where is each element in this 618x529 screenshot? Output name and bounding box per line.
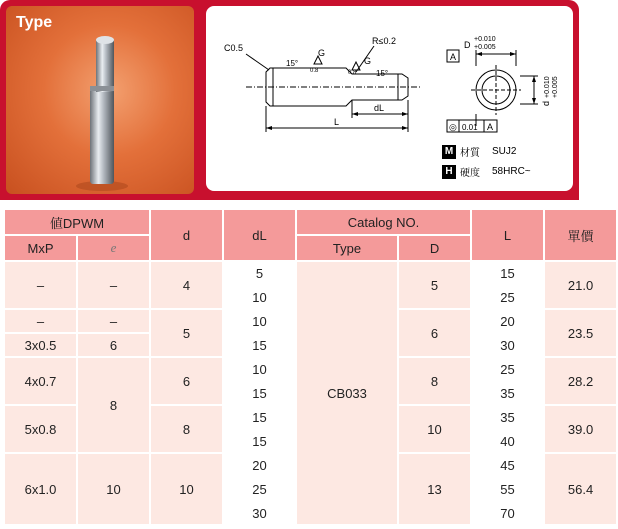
cell-price: 39.0 [545, 406, 616, 452]
cell-l: 45 [472, 454, 543, 476]
material-value: SUJ2 [492, 146, 517, 157]
cell-dl: 10 [224, 358, 295, 380]
cell-D: 6 [399, 310, 470, 356]
cell-d: 8 [151, 406, 222, 452]
cell-D: 13 [399, 454, 470, 524]
cell-mxp: 3x0.5 [5, 334, 76, 356]
cell-l: 40 [472, 430, 543, 452]
hardness-value: 58HRC~ [492, 166, 531, 177]
cell-type: CB033 [297, 262, 397, 524]
hardness-spec [442, 164, 531, 179]
d-tol-lower: +0.005 [474, 44, 496, 51]
grind-left-label: G [318, 48, 326, 58]
d-small-label: d [541, 100, 551, 106]
cell-d: 5 [151, 310, 222, 356]
concentricity-symbol: ◎ [449, 122, 457, 132]
header-D: D [399, 236, 470, 260]
concentricity-value: 0.01 [462, 123, 478, 132]
price-table [3, 208, 618, 526]
header-type: Type [297, 236, 397, 260]
header-e: e [78, 236, 149, 260]
cell-price: 23.5 [545, 310, 616, 356]
cell-d: 6 [151, 358, 222, 404]
cell-dl: 15 [224, 406, 295, 428]
d-small-tol-lower: +0.005 [552, 76, 559, 98]
header-price: 單價 [545, 210, 616, 260]
cell-l: 35 [472, 406, 543, 428]
d-diameter-label: D [464, 40, 471, 50]
cell-mxp: – [5, 262, 76, 308]
technical-drawing [206, 6, 573, 191]
concentricity-datum: A [487, 122, 494, 132]
cell-mxp: 5x0.8 [5, 406, 76, 452]
hardness-label: 硬度 [460, 168, 480, 179]
product-photo [6, 6, 194, 194]
header-catalog: Catalog NO. [297, 210, 470, 234]
cell-dl: 10 [224, 310, 295, 332]
cell-price: 56.4 [545, 454, 616, 524]
table-row [5, 262, 616, 284]
cell-dl: 25 [224, 478, 295, 500]
angle-left-label: 15° [286, 59, 299, 68]
table-header-row [5, 210, 616, 234]
cell-dl: 15 [224, 334, 295, 356]
roughness-right-label: 0.8 [348, 70, 357, 76]
cell-l: 70 [472, 502, 543, 524]
cell-dl: 30 [224, 502, 295, 524]
radius-label: R≤0.2 [372, 36, 396, 46]
material-badge: M [442, 145, 456, 159]
header-d: d [151, 210, 222, 260]
angle-right-label: 15° [376, 69, 389, 78]
d-tol-upper: +0.010 [474, 36, 496, 43]
header-l: L [472, 210, 543, 260]
cell-l: 30 [472, 334, 543, 356]
cell-e: – [78, 310, 149, 332]
cell-dl: 5 [224, 262, 295, 284]
chamfer-label: C0.5 [224, 43, 244, 53]
cell-price: 28.2 [545, 358, 616, 404]
cell-e: 6 [78, 334, 149, 356]
hardness-badge: H [442, 165, 456, 179]
datum-a-box: A [450, 52, 457, 62]
guide-pin-image [66, 28, 136, 193]
cell-e: – [78, 262, 149, 308]
cell-e: 8 [78, 358, 149, 452]
type-label: Type [16, 14, 53, 31]
cell-d: 10 [151, 454, 222, 524]
material-spec [442, 144, 516, 159]
cell-dl: 15 [224, 430, 295, 452]
cell-l: 25 [472, 358, 543, 380]
dl-dimension-label: dL [374, 103, 385, 113]
cell-dl: 15 [224, 382, 295, 404]
cell-l: 20 [472, 310, 543, 332]
header-group-dpwm: 値DPWM [5, 210, 149, 234]
cell-mxp: 4x0.7 [5, 358, 76, 404]
material-label: 材質 [460, 148, 480, 159]
grind-right-label: G [364, 56, 372, 66]
cell-D: 10 [399, 406, 470, 452]
d-small-tol-upper: +0.010 [544, 76, 551, 98]
cell-price: 21.0 [545, 262, 616, 308]
cell-e: 10 [78, 454, 149, 524]
cell-D: 5 [399, 262, 470, 308]
cell-D: 8 [399, 358, 470, 404]
cell-l: 35 [472, 382, 543, 404]
header-mxp: MxP [5, 236, 76, 260]
product-banner [0, 0, 579, 200]
cell-dl: 20 [224, 454, 295, 476]
roughness-left-label: 0.8 [310, 68, 319, 74]
cell-l: 15 [472, 262, 543, 284]
header-dl: dL [224, 210, 295, 260]
cell-l: 25 [472, 286, 543, 308]
cell-d: 4 [151, 262, 222, 308]
cell-mxp: 6x1.0 [5, 454, 76, 524]
cell-l: 55 [472, 478, 543, 500]
cell-dl: 10 [224, 286, 295, 308]
cell-mxp: – [5, 310, 76, 332]
l-dimension-label: L [334, 117, 340, 127]
